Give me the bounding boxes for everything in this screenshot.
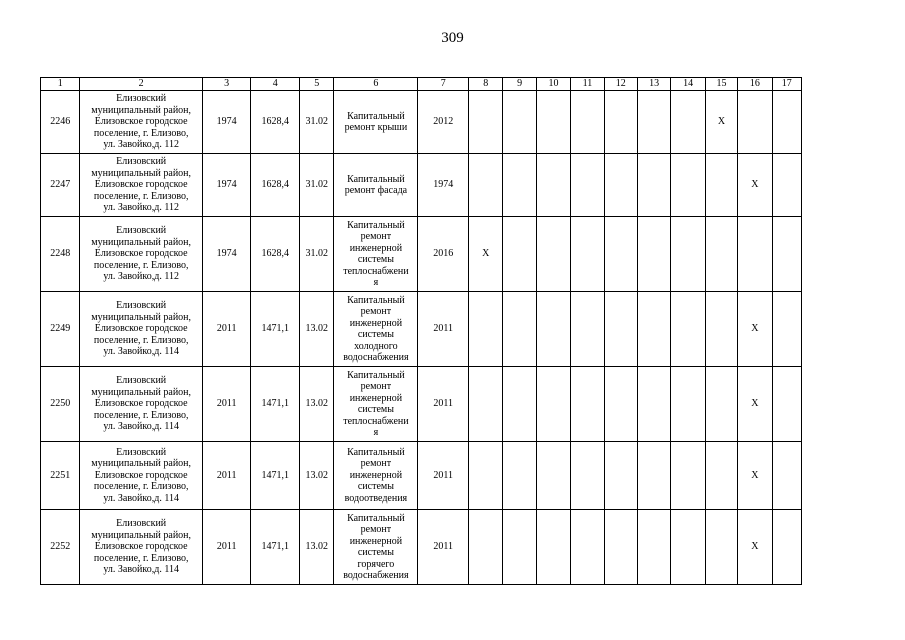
mark-cell xyxy=(536,91,570,154)
mark-cell xyxy=(637,292,670,367)
work-type-cell xyxy=(334,510,418,585)
mark-cell xyxy=(671,510,705,585)
mark-cell: X xyxy=(469,217,503,292)
code-cell: 13.02 xyxy=(300,442,334,510)
area-cell: 1628,4 xyxy=(251,154,300,217)
table-row xyxy=(41,367,802,442)
address-cell xyxy=(80,91,202,154)
address-cell-line: ул. Завойко,д. 114 xyxy=(103,421,179,433)
work-type-cell-line: водоснабжения xyxy=(343,570,409,581)
mark-cell xyxy=(738,91,772,154)
mark-cell xyxy=(536,510,570,585)
table-row xyxy=(41,217,802,292)
work-type-cell-line: ремонт крыши xyxy=(344,122,408,133)
work-type-cell-line: Капитальный xyxy=(347,294,405,306)
table-row xyxy=(41,510,802,585)
work-type-cell-line: горячего xyxy=(357,558,395,570)
address-cell xyxy=(80,292,202,367)
address-cell-line: ул. Завойко,д. 114 xyxy=(103,492,179,504)
work-type-cell xyxy=(334,154,418,217)
mark-cell xyxy=(503,91,536,154)
address-cell-line: поселение, г. Елизово, xyxy=(93,127,189,139)
work-type-cell-line: системы xyxy=(357,481,394,493)
area-cell: 1628,4 xyxy=(251,91,300,154)
year-built-cell: 2011 xyxy=(202,510,251,585)
mark-cell xyxy=(671,217,705,292)
table-row xyxy=(41,154,802,217)
work-type-cell-line: системы xyxy=(357,547,394,558)
mark-cell xyxy=(772,91,801,154)
column-header: 1 xyxy=(41,78,80,91)
address-cell-line: Елизовское городское xyxy=(94,469,188,481)
mark-cell xyxy=(571,154,604,217)
column-header: 11 xyxy=(571,78,604,91)
address-cell-line: муниципальный район, xyxy=(91,311,192,323)
mark-cell xyxy=(503,154,536,217)
column-header: 4 xyxy=(251,78,300,91)
work-type-cell-line: ремонт фасада xyxy=(344,185,408,196)
column-header: 6 xyxy=(334,78,418,91)
work-type-cell-line: теплоснабжени xyxy=(343,415,409,427)
mark-cell xyxy=(604,217,637,292)
address-cell-line: муниципальный район, xyxy=(91,458,192,470)
mark-cell xyxy=(604,292,637,367)
year-cell: 1974 xyxy=(418,154,469,217)
address-cell xyxy=(80,442,202,510)
work-type-cell-line: ремонт xyxy=(360,231,392,242)
address-cell-line: муниципальный район, xyxy=(91,167,192,179)
column-header: 3 xyxy=(202,78,251,91)
column-header: 16 xyxy=(738,78,772,91)
work-type-cell xyxy=(334,91,418,154)
address-cell-line: муниципальный район, xyxy=(91,386,192,398)
year-cell: 2016 xyxy=(418,217,469,292)
mark-cell xyxy=(705,510,737,585)
address-cell-line: Елизовское городское xyxy=(94,116,188,128)
column-header: 14 xyxy=(671,78,705,91)
mark-cell xyxy=(671,154,705,217)
work-type-cell-line: инженерной xyxy=(349,317,403,329)
page-number: 309 xyxy=(441,30,464,46)
table-body xyxy=(41,91,802,585)
address-cell-line: ул. Завойко,д. 112 xyxy=(103,139,179,151)
table-row xyxy=(41,292,802,367)
year-cell: 2011 xyxy=(418,367,469,442)
mark-cell: X xyxy=(738,292,772,367)
mark-cell xyxy=(705,292,737,367)
work-type-cell-line: Капитальный xyxy=(347,446,405,458)
mark-cell: X xyxy=(738,367,772,442)
work-type-cell-line: водоснабжения xyxy=(343,352,409,363)
mark-cell xyxy=(772,367,801,442)
column-header: 13 xyxy=(637,78,670,91)
address-cell xyxy=(80,217,202,292)
work-type-cell-line: инженерной xyxy=(349,242,403,254)
address-cell-line: муниципальный район, xyxy=(91,236,192,248)
column-header: 17 xyxy=(772,78,801,91)
mark-cell: X xyxy=(705,91,737,154)
mark-cell xyxy=(571,292,604,367)
year-built-cell: 1974 xyxy=(202,91,251,154)
mark-cell xyxy=(469,292,503,367)
area-cell: 1471,1 xyxy=(251,367,300,442)
work-type-cell-line: ремонт xyxy=(360,524,392,535)
mark-cell xyxy=(503,510,536,585)
address-cell xyxy=(80,510,202,585)
year-cell: 2011 xyxy=(418,510,469,585)
mark-cell xyxy=(536,367,570,442)
address-cell-line: поселение, г. Елизово, xyxy=(93,552,189,564)
mark-cell xyxy=(469,442,503,510)
column-header: 8 xyxy=(469,78,503,91)
area-cell: 1628,4 xyxy=(251,217,300,292)
column-header: 9 xyxy=(503,78,536,91)
mark-cell xyxy=(503,367,536,442)
work-type-cell xyxy=(334,292,418,367)
work-type-cell-line: я xyxy=(373,277,379,288)
address-cell-line: ул. Завойко,д. 114 xyxy=(103,346,179,358)
mark-cell: X xyxy=(738,442,772,510)
mark-cell xyxy=(671,367,705,442)
mark-cell xyxy=(469,91,503,154)
address-cell-line: Елизовский xyxy=(116,375,167,387)
work-type-cell-line: системы xyxy=(357,404,394,415)
mark-cell xyxy=(604,91,637,154)
mark-cell xyxy=(469,510,503,585)
work-type-cell xyxy=(334,442,418,510)
work-type-cell-line: теплоснабжени xyxy=(343,265,409,277)
mark-cell xyxy=(604,510,637,585)
address-cell-line: Елизовский xyxy=(116,156,167,168)
mark-cell xyxy=(671,442,705,510)
row-id: 2251 xyxy=(41,442,80,510)
mark-cell xyxy=(503,442,536,510)
address-cell-line: Елизовское городское xyxy=(94,179,188,191)
work-type-cell-line: инженерной xyxy=(349,469,403,481)
mark-cell xyxy=(571,217,604,292)
address-cell xyxy=(80,367,202,442)
mark-cell xyxy=(671,292,705,367)
mark-cell xyxy=(772,217,801,292)
mark-cell xyxy=(738,217,772,292)
mark-cell xyxy=(469,154,503,217)
code-cell: 31.02 xyxy=(300,154,334,217)
mark-cell xyxy=(503,217,536,292)
year-built-cell: 1974 xyxy=(202,217,251,292)
mark-cell xyxy=(604,367,637,442)
address-cell-line: муниципальный район, xyxy=(91,529,192,541)
year-built-cell: 2011 xyxy=(202,442,251,510)
mark-cell xyxy=(637,154,670,217)
address-cell-line: ул. Завойко,д. 114 xyxy=(103,564,179,576)
work-type-cell-line: ремонт xyxy=(360,306,392,317)
work-type-cell-line: Капитальный xyxy=(347,369,405,381)
column-header: 15 xyxy=(705,78,737,91)
mark-cell xyxy=(536,442,570,510)
mark-cell xyxy=(637,442,670,510)
area-cell: 1471,1 xyxy=(251,510,300,585)
mark-cell xyxy=(772,442,801,510)
mark-cell xyxy=(571,91,604,154)
code-cell: 13.02 xyxy=(300,367,334,442)
work-type-cell-line: Капитальный xyxy=(347,173,405,185)
work-type-cell xyxy=(334,217,418,292)
mark-cell xyxy=(637,367,670,442)
mark-cell xyxy=(503,292,536,367)
year-cell: 2012 xyxy=(418,91,469,154)
work-type-cell-line: холодного xyxy=(354,340,398,352)
address-cell-line: Елизовский xyxy=(116,225,167,237)
mark-cell xyxy=(705,154,737,217)
mark-cell xyxy=(469,367,503,442)
code-cell: 31.02 xyxy=(300,217,334,292)
work-type-cell-line: Капитальный xyxy=(347,219,405,231)
column-header: 10 xyxy=(536,78,570,91)
mark-cell xyxy=(637,217,670,292)
column-header: 2 xyxy=(80,78,202,91)
mark-cell xyxy=(671,91,705,154)
address-cell-line: Елизовский xyxy=(116,446,167,458)
work-type-cell-line: водоотведения xyxy=(344,492,408,504)
year-built-cell: 2011 xyxy=(202,292,251,367)
address-cell-line: поселение, г. Елизово, xyxy=(93,259,189,271)
code-cell: 31.02 xyxy=(300,91,334,154)
work-type-cell-line: системы xyxy=(357,329,394,340)
work-type-cell-line: ремонт xyxy=(360,458,392,470)
address-cell-line: ул. Завойко,д. 112 xyxy=(103,202,179,214)
address-cell-line: ул. Завойко,д. 112 xyxy=(103,271,179,283)
address-cell-line: Елизовское городское xyxy=(94,323,188,335)
mark-cell xyxy=(637,91,670,154)
address-cell-line: Елизовский xyxy=(116,300,167,312)
area-cell: 1471,1 xyxy=(251,292,300,367)
row-id: 2248 xyxy=(41,217,80,292)
year-built-cell: 1974 xyxy=(202,154,251,217)
row-id: 2252 xyxy=(41,510,80,585)
work-type-cell-line: Капитальный xyxy=(347,512,405,524)
table-row xyxy=(41,442,802,510)
address-cell-line: Елизовский xyxy=(116,93,167,105)
mark-cell xyxy=(705,217,737,292)
table-row xyxy=(41,91,802,154)
mark-cell xyxy=(536,292,570,367)
address-cell-line: Елизовский xyxy=(116,518,167,530)
year-built-cell: 2011 xyxy=(202,367,251,442)
work-type-cell xyxy=(334,367,418,442)
mark-cell: X xyxy=(738,154,772,217)
mark-cell xyxy=(571,367,604,442)
address-cell xyxy=(80,154,202,217)
work-type-cell-line: Капитальный xyxy=(347,110,405,122)
row-id: 2250 xyxy=(41,367,80,442)
mark-cell xyxy=(604,154,637,217)
row-id: 2246 xyxy=(41,91,80,154)
header-row xyxy=(41,78,802,91)
mark-cell xyxy=(536,154,570,217)
repair-registry-table xyxy=(40,77,802,585)
work-type-cell-line: инженерной xyxy=(349,535,403,547)
mark-cell xyxy=(772,292,801,367)
mark-cell xyxy=(772,154,801,217)
row-id: 2249 xyxy=(41,292,80,367)
address-cell-line: Елизовское городское xyxy=(94,541,188,553)
mark-cell xyxy=(705,367,737,442)
row-id: 2247 xyxy=(41,154,80,217)
column-header: 12 xyxy=(604,78,637,91)
mark-cell: X xyxy=(738,510,772,585)
mark-cell xyxy=(571,510,604,585)
work-type-cell-line: системы xyxy=(357,254,394,265)
column-header: 5 xyxy=(300,78,334,91)
address-cell-line: поселение, г. Елизово, xyxy=(93,409,189,421)
address-cell-line: поселение, г. Елизово, xyxy=(93,481,189,493)
code-cell: 13.02 xyxy=(300,292,334,367)
mark-cell xyxy=(705,442,737,510)
address-cell-line: поселение, г. Елизово, xyxy=(93,334,189,346)
address-cell-line: Елизовское городское xyxy=(94,398,188,410)
year-cell: 2011 xyxy=(418,292,469,367)
address-cell-line: поселение, г. Елизово, xyxy=(93,190,189,202)
code-cell: 13.02 xyxy=(300,510,334,585)
mark-cell xyxy=(772,510,801,585)
column-header: 7 xyxy=(418,78,469,91)
mark-cell xyxy=(604,442,637,510)
mark-cell xyxy=(536,217,570,292)
address-cell-line: Елизовское городское xyxy=(94,248,188,260)
work-type-cell-line: ремонт xyxy=(360,381,392,392)
year-cell: 2011 xyxy=(418,442,469,510)
mark-cell xyxy=(571,442,604,510)
work-type-cell-line: я xyxy=(373,427,379,438)
mark-cell xyxy=(637,510,670,585)
work-type-cell-line: инженерной xyxy=(349,392,403,404)
area-cell: 1471,1 xyxy=(251,442,300,510)
address-cell-line: муниципальный район, xyxy=(91,104,192,116)
